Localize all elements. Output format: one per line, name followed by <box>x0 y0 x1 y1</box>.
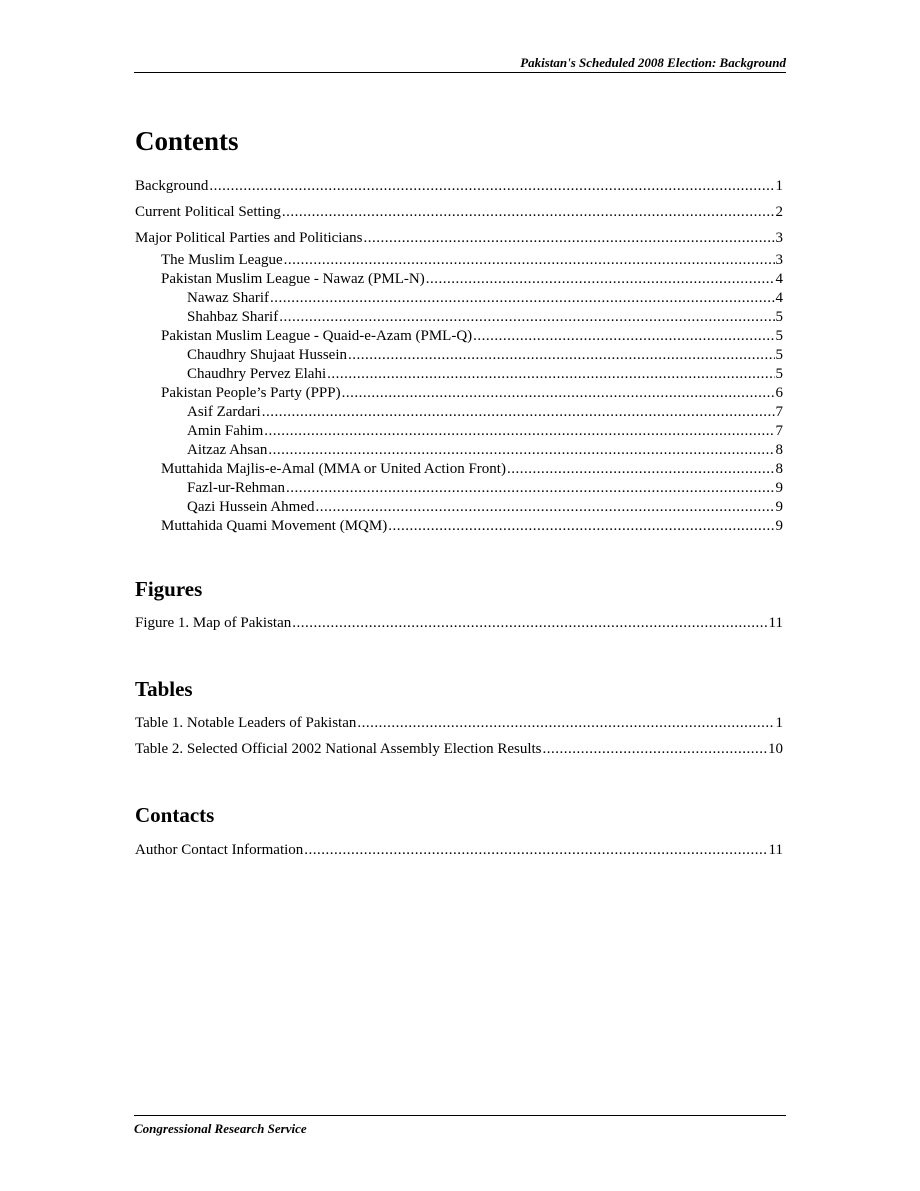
dot-leader <box>327 364 774 384</box>
toc-entry-page: 5 <box>775 366 783 382</box>
toc-entry-mqm[interactable] <box>161 516 783 536</box>
toc-entry-page: 8 <box>775 461 783 477</box>
toc-entry-page: 6 <box>775 385 783 401</box>
toc-entry-label: Pakistan Muslim League - Quaid-e-Azam (PML-Q) <box>161 328 473 344</box>
toc-entry-figure-1[interactable] <box>135 613 783 633</box>
toc-entry-author-contact[interactable] <box>135 840 783 860</box>
toc-entry-major-political-parties[interactable] <box>135 228 783 248</box>
dot-leader <box>209 176 774 196</box>
toc-entry-pml-n[interactable] <box>161 269 783 289</box>
toc-entry-label: Pakistan Muslim League - Nawaz (PML-N) <box>161 271 425 287</box>
toc-entry-label: Chaudhry Shujaat Hussein <box>187 347 347 363</box>
running-header <box>134 55 786 73</box>
toc-entry-page: 10 <box>768 741 783 757</box>
dot-leader <box>507 459 775 479</box>
toc-entry-label: Shahbaz Sharif <box>187 309 279 325</box>
toc-entry-background[interactable] <box>135 176 783 196</box>
toc-entry-page: 9 <box>775 499 783 515</box>
contents-heading: Contents <box>135 126 239 156</box>
tables-heading: Tables <box>135 677 193 701</box>
toc-entry-mma[interactable] <box>161 459 783 479</box>
dot-leader <box>279 307 774 327</box>
toc-entry-label: Qazi Hussein Ahmed <box>187 499 315 515</box>
toc-entry-page: 9 <box>775 518 783 534</box>
toc-entry-qazi-hussein-ahmed[interactable] <box>187 497 783 517</box>
toc-entry-label: Muttahida Quami Movement (MQM) <box>161 518 388 534</box>
dot-leader <box>282 202 775 222</box>
dot-leader <box>304 840 767 860</box>
toc-entry-label: Chaudhry Pervez Elahi <box>187 366 327 382</box>
dot-leader <box>292 613 767 633</box>
toc-entry-label: Table 2. Selected Official 2002 National Assembly Election Results <box>135 741 542 757</box>
toc-entry-page: 11 <box>768 615 783 631</box>
dot-leader <box>426 269 775 289</box>
toc-entry-aitzaz-ahsan[interactable] <box>187 440 783 460</box>
toc-entry-page: 7 <box>775 423 783 439</box>
toc-entry-label: Author Contact Information <box>135 842 304 858</box>
toc-entry-page: 1 <box>775 178 783 194</box>
dot-leader <box>348 345 775 365</box>
toc-entry-page: 4 <box>775 290 783 306</box>
toc-entry-nawaz-sharif[interactable] <box>187 288 783 308</box>
dot-leader <box>262 402 775 422</box>
toc-entry-label: Current Political Setting <box>135 204 281 220</box>
dot-leader <box>268 440 774 460</box>
dot-leader <box>473 326 774 346</box>
running-footer <box>134 1115 786 1137</box>
dot-leader <box>270 288 774 308</box>
toc-entry-table-1[interactable] <box>135 713 783 733</box>
toc-entry-pml-q[interactable] <box>161 326 783 346</box>
running-footer-text: Congressional Research Service <box>134 1121 307 1136</box>
toc-entry-page: 7 <box>775 404 783 420</box>
toc-entry-shujaat-hussein[interactable] <box>187 345 783 365</box>
toc-entry-label: Major Political Parties and Politicians <box>135 230 363 246</box>
toc-entry-label: Asif Zardari <box>187 404 261 420</box>
dot-leader <box>315 497 774 517</box>
dot-leader <box>363 228 774 248</box>
toc-entry-page: 5 <box>775 309 783 325</box>
dot-leader <box>543 739 767 759</box>
toc-entry-label: Muttahida Majlis-e-Amal (MMA or United Action Front) <box>161 461 506 477</box>
contacts-heading: Contacts <box>135 803 215 827</box>
toc-entry-page: 9 <box>775 480 783 496</box>
toc-entry-label: Amin Fahim <box>187 423 264 439</box>
dot-leader <box>357 713 774 733</box>
toc-entry-label: The Muslim League <box>161 252 283 268</box>
figures-heading: Figures <box>135 577 203 601</box>
toc-entry-current-political-setting[interactable] <box>135 202 783 222</box>
running-header-title: Pakistan's Scheduled 2008 Election: Background <box>520 55 786 70</box>
toc-entry-page: 3 <box>775 230 783 246</box>
toc-entry-label: Fazl-ur-Rehman <box>187 480 285 496</box>
toc-entry-page: 1 <box>775 715 783 731</box>
toc-entry-page: 2 <box>775 204 783 220</box>
toc-entry-label: Pakistan People’s Party (PPP) <box>161 385 341 401</box>
toc-entry-pervez-elahi[interactable] <box>187 364 783 384</box>
toc-entry-ppp[interactable] <box>161 383 783 403</box>
dot-leader <box>286 478 775 498</box>
toc-entry-label: Nawaz Sharif <box>187 290 270 306</box>
dot-leader <box>388 516 774 536</box>
toc-entry-amin-fahim[interactable] <box>187 421 783 441</box>
toc-entry-label: Table 1. Notable Leaders of Pakistan <box>135 715 357 731</box>
toc-entry-muslim-league[interactable] <box>161 250 783 270</box>
toc-entry-asif-zardari[interactable] <box>187 402 783 422</box>
toc-entry-page: 4 <box>775 271 783 287</box>
toc-entry-table-2[interactable] <box>135 739 783 759</box>
toc-entry-page: 11 <box>768 842 783 858</box>
dot-leader <box>342 383 775 403</box>
dot-leader <box>264 421 774 441</box>
toc-entry-page: 5 <box>775 347 783 363</box>
toc-entry-shahbaz-sharif[interactable] <box>187 307 783 327</box>
toc-entry-fazl-ur-rehman[interactable] <box>187 478 783 498</box>
dot-leader <box>284 250 775 270</box>
toc-entry-label: Background <box>135 178 209 194</box>
toc-entry-page: 8 <box>775 442 783 458</box>
toc-entry-page: 3 <box>775 252 783 268</box>
toc-entry-label: Aitzaz Ahsan <box>187 442 268 458</box>
toc-entry-label: Figure 1. Map of Pakistan <box>135 615 292 631</box>
toc-entry-page: 5 <box>775 328 783 344</box>
